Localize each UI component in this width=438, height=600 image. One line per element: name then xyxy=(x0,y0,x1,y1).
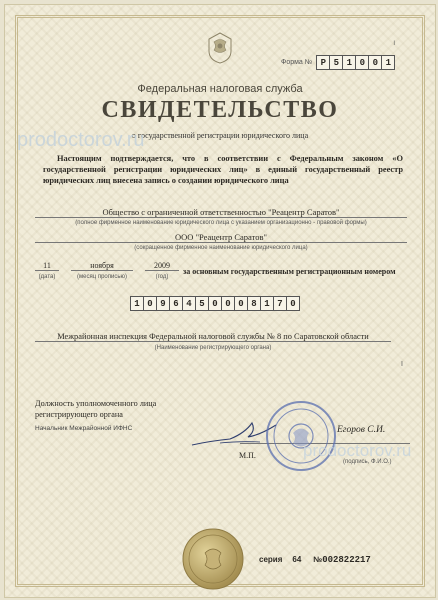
org-full-name: Общество с ограниченной ответственностью "Реацентр Саратов" xyxy=(35,207,407,218)
number-value: 002822217 xyxy=(322,555,371,565)
form-number-digit: 1 xyxy=(381,55,395,70)
ogrn-digit: 6 xyxy=(169,296,183,311)
side-mark: I xyxy=(401,361,403,368)
ogrn-number-boxes xyxy=(130,296,299,311)
form-number-boxes xyxy=(316,55,394,70)
signer-name: Егоров С.И. xyxy=(337,425,386,435)
ogrn-digit: 9 xyxy=(156,296,170,311)
watermark-right: prodoctorov.ru xyxy=(303,441,412,460)
ogrn-digit: 0 xyxy=(208,296,222,311)
ogrn-digit: 8 xyxy=(247,296,261,311)
body-paragraph: Настоящим подтверждается, что в соответствии с Федеральным законом «О государственной регистрации юридических лиц» в единый государственный реестр юридических лиц внесена запись о создании юридического лица xyxy=(43,154,403,185)
ogrn-lead-text: за основным государственным регистрационным номером xyxy=(183,267,396,276)
certificate-sheet xyxy=(4,4,436,598)
ogrn-digit: 1 xyxy=(130,296,144,311)
date-year-caption: (год) xyxy=(155,274,169,280)
ogrn-digit: 0 xyxy=(221,296,235,311)
org-full-name-caption: (полное фирменное наименование юридического лица с указанием организационно - правовой формы) xyxy=(75,220,367,226)
form-number-group xyxy=(281,55,394,70)
ogrn-digit: 0 xyxy=(234,296,248,311)
form-number-digit: 0 xyxy=(355,55,369,70)
signer-caption: (подпись, Ф.И.О.) xyxy=(343,459,392,465)
position-label: Должность уполномоченного лица регистрирующего органа xyxy=(35,399,157,419)
form-number-digit: 0 xyxy=(368,55,382,70)
document-subtitle: о государственной регистрации юридического лица xyxy=(131,131,309,140)
service-title: Федеральная налоговая служба xyxy=(137,83,303,95)
ogrn-digit: 7 xyxy=(273,296,287,311)
ogrn-digit: 4 xyxy=(182,296,196,311)
blue-official-stamp-icon xyxy=(265,400,337,472)
date-year: 2009 xyxy=(145,261,179,271)
ogrn-digit: 0 xyxy=(286,296,300,311)
ogrn-digit: 0 xyxy=(143,296,157,311)
date-month: ноября xyxy=(71,261,133,271)
series-label: серия xyxy=(259,555,283,564)
org-short-name: ООО "Реацентр Саратов" xyxy=(35,232,407,243)
registering-authority: Межрайонная инспекция Федеральной налоговой службы № 8 по Саратовской области xyxy=(35,332,391,342)
form-number-digit: Р xyxy=(316,55,330,70)
series-value: 64 xyxy=(292,555,302,564)
registering-authority-caption: (Наименование регистрирующего органа) xyxy=(154,345,272,351)
date-day-caption: (дата) xyxy=(38,274,56,280)
form-number-digit: 1 xyxy=(342,55,356,70)
form-label: Форма № xyxy=(281,59,313,66)
form-number-digit: 5 xyxy=(329,55,343,70)
coat-of-arms-emblem-icon xyxy=(205,31,235,65)
ogrn-digit: 1 xyxy=(260,296,274,311)
date-day: 11 xyxy=(35,261,59,271)
document-title: СВИДЕТЕЛЬСТВО xyxy=(101,97,339,123)
corner-mark: I xyxy=(393,41,395,47)
watermark-left: prodoctorov.ru xyxy=(17,129,145,151)
org-short-name-caption: (сокращенное фирменное наименование юридического лица) xyxy=(134,245,308,251)
date-month-caption: (месяц прописью) xyxy=(77,274,127,280)
series-number-group xyxy=(259,555,371,565)
number-label: № xyxy=(313,555,323,564)
ogrn-digit: 5 xyxy=(195,296,209,311)
mp-label: М.П. xyxy=(239,451,256,460)
gold-seal-icon xyxy=(181,527,245,591)
signer-position: Начальник Межрайонной ИФНС xyxy=(35,425,133,432)
